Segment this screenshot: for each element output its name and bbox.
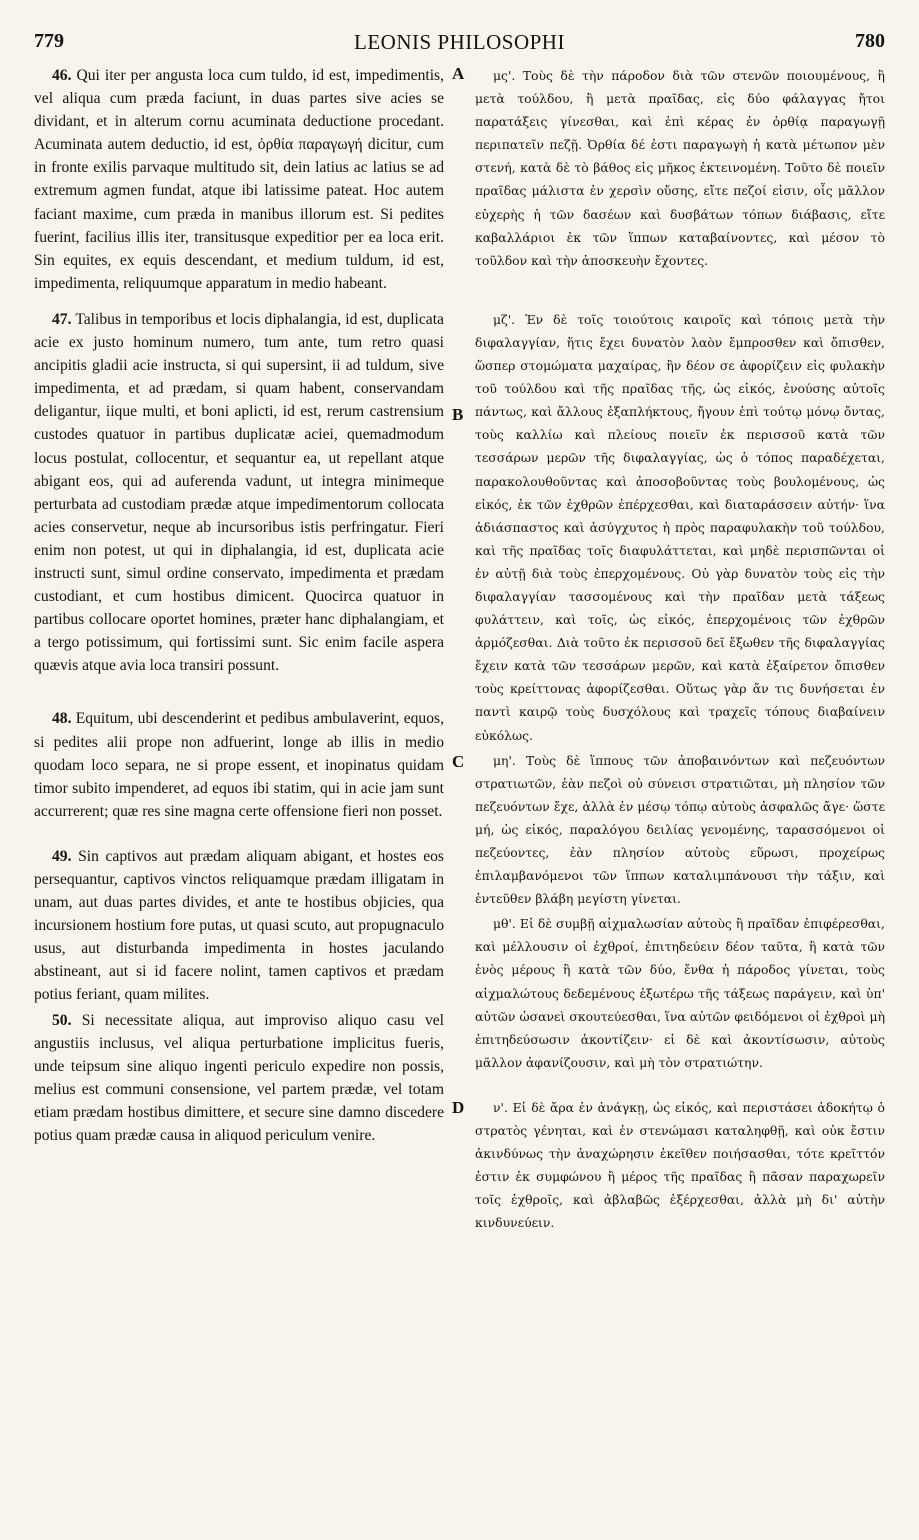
greek-paragraph-49 — [475, 912, 885, 1074]
section-number: 49. — [52, 847, 72, 865]
paragraph-text: Ἐν δὲ τοῖς τοιούτοις καιροῖς καὶ τόποις μετὰ τὴν διφαλαγγίαν, ἥτις ἔχει δυνατὸν λαὸν ἔμπροσθεν καὶ ὄπισθεν, ὥσπερ στομώματα μαχαίρας, ἣν δέον σε ἀφορίζειν εἰς φυλακὴν τοῦ τούλδου καὶ τῆς πραῖδας τῆς, ὡς εἰκός, ἐνούσης αὐτοῖς πάντως, καὶ ἄλλους ἐξαπλήκτους, ἤγουν ἐπὶ τούτῳ μόνῳ ὄντας, τοὺς καλλίω καὶ πλείους ποιεῖν ἐκ περισσοῦ κατὰ τῶν τεσσάρων μερῶν τῆς διφαλαγγίας, ὡς ὁ τόπος παραδέχεται, παρακολουθοῦντας καὶ ἀποσοβοῦντας τοὺς βουλομένους, ὡς εἰκός, ἐκ τῶν ἐχθρῶν ἐπέρχεσθαι, καὶ διαταράσσειν αὐτήν· ἵνα ἀδιάσπαστος καὶ ἀσύγχυτος ἡ πρὸς παραφυλακὴν τοῦ τούλδου, καὶ τῆς πραῖδας τοῖς διαφυλάττεται, καὶ μηδὲ περισπῶνται οἱ ἐν αὐτῇ διὰ τοὺς ἐπερχομένους. Οὐ γὰρ δυνατὸν τοὺς εἰς τὴν διφαλαγγίαν τασσομένους καὶ τὴν πραῖδαν μετὰ τάξεως φυλάττειν, καὶ τοῖς, ὡς εἰκός, ἐπερχομένοις τῶν ἐχθρῶν ἁρμόζεσθαι. Διὰ τοῦτο ἐκ περισσοῦ δεῖ ἔξωθεν τῆς διφαλαγγίας ἔχειν κατὰ τῶν τεσσάρων μερῶν, καὶ κατὰ ἐξαίρετον ὄπισθεν τοὺς κρείττονας ἀφορίζεσθαι. Οὕτως γὰρ ἄν τις δυνήσεται ἐν παντὶ καιρῷ τοὺς δυσχόλους καὶ τραχεῖς τόπους διαβαίνειν εὐκόλως. — [475, 311, 885, 743]
section-number: μζ'. — [493, 311, 516, 327]
paragraph-text: Εἰ δὲ συμβῇ αἰχμαλωσίαν αὐτοὺς ἢ πραῖδαν ἐπιφέρεσθαι, καὶ μέλλουσιν οἱ ἐχθροί, ἐπιτηδεύειν δέον ταῦτα, ἢ κατὰ τῶν ἑνὸς μέρους ἢ κατὰ τῶν δύο, ἔνθα ἡ πάροδος γίνεται, τοὺς αἰχμαλώτους δεδεμένους ἐξωτέρω τῆς τάξεως παράγειν, καὶ ὑπ' αὐτῶν ὡσανεὶ σκουτεύεσθαι, ἵνα αὐτῶν φειδόμενοι οἱ ἐχθροὶ μὴ ἐπιτηδεύσωσιν ἀκοντίζειν· εἰ δὲ καὶ ἀκοντίσωσιν, αὐτοὺς μᾶλλον ἀφανίζουσιν, καὶ μὴ τὸν στρατιώτην. — [475, 916, 885, 1070]
paragraph-text: Τοὺς δὲ τὴν πάροδον διὰ τῶν στενῶν ποιουμένους, ἢ μετὰ τούλδου, ἢ μετὰ πραῖδας, εἰς δύο φάλαγγας ἤτοι παρατάξεις γίνεσθαι, καὶ ἐπὶ κέρας ἐν ὀρθίᾳ παραγωγῇ περιπατεῖν πεζῇ. Ὀρθία δέ ἐστι παραγωγὴ ἡ κατὰ μέτωπον μὲν στενή, κατὰ δὲ τὸ βάθος εἰς μῆκος ἐκτεινομένη. Τοῦτο δὲ ποιεῖν πραῖδας μάλιστα ἐν χερσὶν οὔσης, εἴτε πεζοί εἰσιν, οἷς μᾶλλον εὐχερὴς ἡ τῶν δασέων καὶ δυσβάτων τόπων διάβασις, εἴτε καβαλλάριοι ἐκ τῶν ἵππων καταβαίνοντες, καὶ μέσον τὸ τοῦλδον καὶ τὴν ἀποσκευὴν ἔχοντες. — [475, 68, 885, 268]
greek-paragraph-50 — [475, 1096, 885, 1235]
section-number: 50. — [52, 1011, 72, 1029]
section-number: μθ'. — [493, 916, 516, 932]
margin-letter-c: C — [452, 752, 465, 771]
latin-column — [34, 64, 444, 1147]
paragraph-text: Equitum, ubi descenderint et pedibus ambulaverint, equos, si pedites alii prope non adfuerint, longe ab illis in medio quodam loco separa, ne si prope essent, et inopinatus quidam timor subito impenderet, ad equos ibi statim, qui in acie jam sunt accurrerent; quæ res sine magna certe offensione fieri non posset. — [34, 710, 444, 820]
running-title: LEONIS PHILOSOPHI — [354, 30, 565, 54]
latin-paragraph-48 — [34, 707, 444, 822]
greek-paragraph-46 — [475, 64, 885, 272]
latin-paragraph-47 — [34, 308, 444, 678]
section-number: μς'. — [493, 68, 516, 83]
paragraph-text: Qui iter per angusta loca cum tuldo, id est, impedimentis, vel aliqua cum præda faciunt, in duas partes sive acies se dividant, et in alterum cornu acuminata deductione procedant. Acuminata autem deductio, id est, ὀρθία παραγωγή dicitur, cum in fronte exilis parvaque multitudo sit, dein latius ac latius se ad extremum agmen fundat, atque ibi latissime pateat. Hoc autem faciant maxime, cum præda in manibus illorum est. Si pedites fuerint, facilius illis iter, transitusque expeditior per ea loca erit. Sin equites, ex equis descendant, et medium tuldum, id est, impedimenta, reliquumque apparatum in medio habeant. — [34, 67, 444, 292]
section-number: μη'. — [493, 752, 516, 768]
paragraph-text: Sin captivos aut prædam aliquam abigant, et hostes eos persequantur, captivos vinctos reliquamque prædam illigatam in unam, aut duas partes divides, et ante te hostibus objicies, qua incursionem hostium fore putas, ut quasi scuto, aut propugnaculo usus, aut disturbanda impedimenta in hostes jaculando abstineant, aut si id facere nolint, tamen captivos et prædam potius feriant, quam milites. — [34, 847, 445, 1004]
section-number: 46. — [52, 67, 72, 84]
greek-paragraph-48 — [475, 749, 885, 911]
right-page-number: 780 — [855, 30, 885, 52]
margin-letter-b: B — [452, 405, 464, 424]
latin-paragraph-50 — [34, 1009, 444, 1148]
section-number: ν'. — [493, 1099, 508, 1115]
greek-column — [475, 64, 885, 1235]
paragraph-text: Si necessitate aliqua, aut improviso aliquo casu vel angustiis inclusus, vel aliqua perturbatione implicitus fueris, unde teipsum sine aliquo ingenti periculo expedire non possis, melius est communi consensione, vel partem prædæ, vel totam etiam prædam hostibus dimittere, et secure sine damno discedere potius quam prædæ causa in aliquod periculum venire. — [34, 1011, 444, 1145]
latin-paragraph-46 — [34, 64, 444, 295]
paragraph-text: Talibus in temporibus et locis diphalangia, id est, duplicata acie ex justo hominum numero, tum ante, tum retro quasi ancipitis gladii acie instructa, si qui supersint, ii ad tuldum, sive impedimenta, et ad prædam, si quam habent, conservandam deligantur, iique multi, et boni aplicti, id est, rerum castrensium custodes quatuor in partibus duplicatæ aciei, quemadmodum locus postulat, collocentur, et sequantur ea, ut repellant atque abigant eos, qui ad auferenda vadunt, ut integra minimeque perturbata ad custodiam prædæ atque impedimentorum collocata acies conservetur, neque ab incursoribus istis perfringatur. Fieri enim non potest, ut qui in diphalangia, id est, duplicata acie instructi sunt, simul ordine conservato, impedimenta et prædam custodiant, et cum hostibus dimicent. Quocirca quatuor in partibus collocare oportet homines, præter hanc diphalangiam, et a tergo potissimum, qui fortissimi sunt. Sic enim facile aspera quævis atque avia loca transiri possunt. — [34, 310, 444, 675]
section-number: 48. — [52, 710, 72, 728]
greek-paragraph-47 — [475, 308, 885, 747]
paragraph-text: Εἰ δὲ ἄρα ἐν ἀνάγκῃ, ὡς εἰκός, καὶ περιστάσει ἀδοκήτῳ ὁ στρατὸς γένηται, καὶ ἐν στενώμασι καταληφθῇ, καὶ οὐκ ἔστιν ἀκινδύνως τὴν ἀναχώρησιν ἐκεῖθεν ποιήσασθαι, τότε κρεῖττόν ἐστιν ἐκ συμφώνου ἢ μέρος τῆς πραῖδας ἢ πᾶσαν παραχωρεῖν τοῖς ἐχθροῖς, καὶ ἀβλαβῶς ἐξέρχεσθαι, ἀλλὰ μὴ δι' αὐτὴν κινδυνεύειν. — [475, 1099, 885, 1231]
section-number: 47. — [52, 310, 72, 328]
margin-letter-a: A — [452, 64, 465, 83]
running-header — [34, 30, 885, 60]
latin-paragraph-49 — [34, 845, 444, 1007]
margin-letter-d: D — [452, 1098, 465, 1117]
left-page-number: 779 — [34, 30, 64, 52]
paragraph-text: Τοὺς δὲ ἵππους τῶν ἀποβαινόντων καὶ πεζευόντων στρατιωτῶν, ἐὰν πεζοὶ οὐ σύνεισι στρατιῶται, μὴ πλησίον τῶν πεζευόντων ἔχε, ἀλλὰ ἐν μέσῳ τόπῳ αὐτοὺς ἀσφαλῶς ἄγε· ὥστε μή, ὡς εἰκός, παραλόγου δειλίας γενομένης, ταρασσόμενοι οἱ πεζεύοντες, ἐὰν πλησίον αὐτοὺς εὕρωσι, προχείρως ἐπιλαμβανόμενοι τῶν ἵππων καταλιμπάνουσι τὴν τάξιν, καὶ ἐντεῦθεν βλάβη μεγίστη γίνεται. — [475, 752, 885, 907]
